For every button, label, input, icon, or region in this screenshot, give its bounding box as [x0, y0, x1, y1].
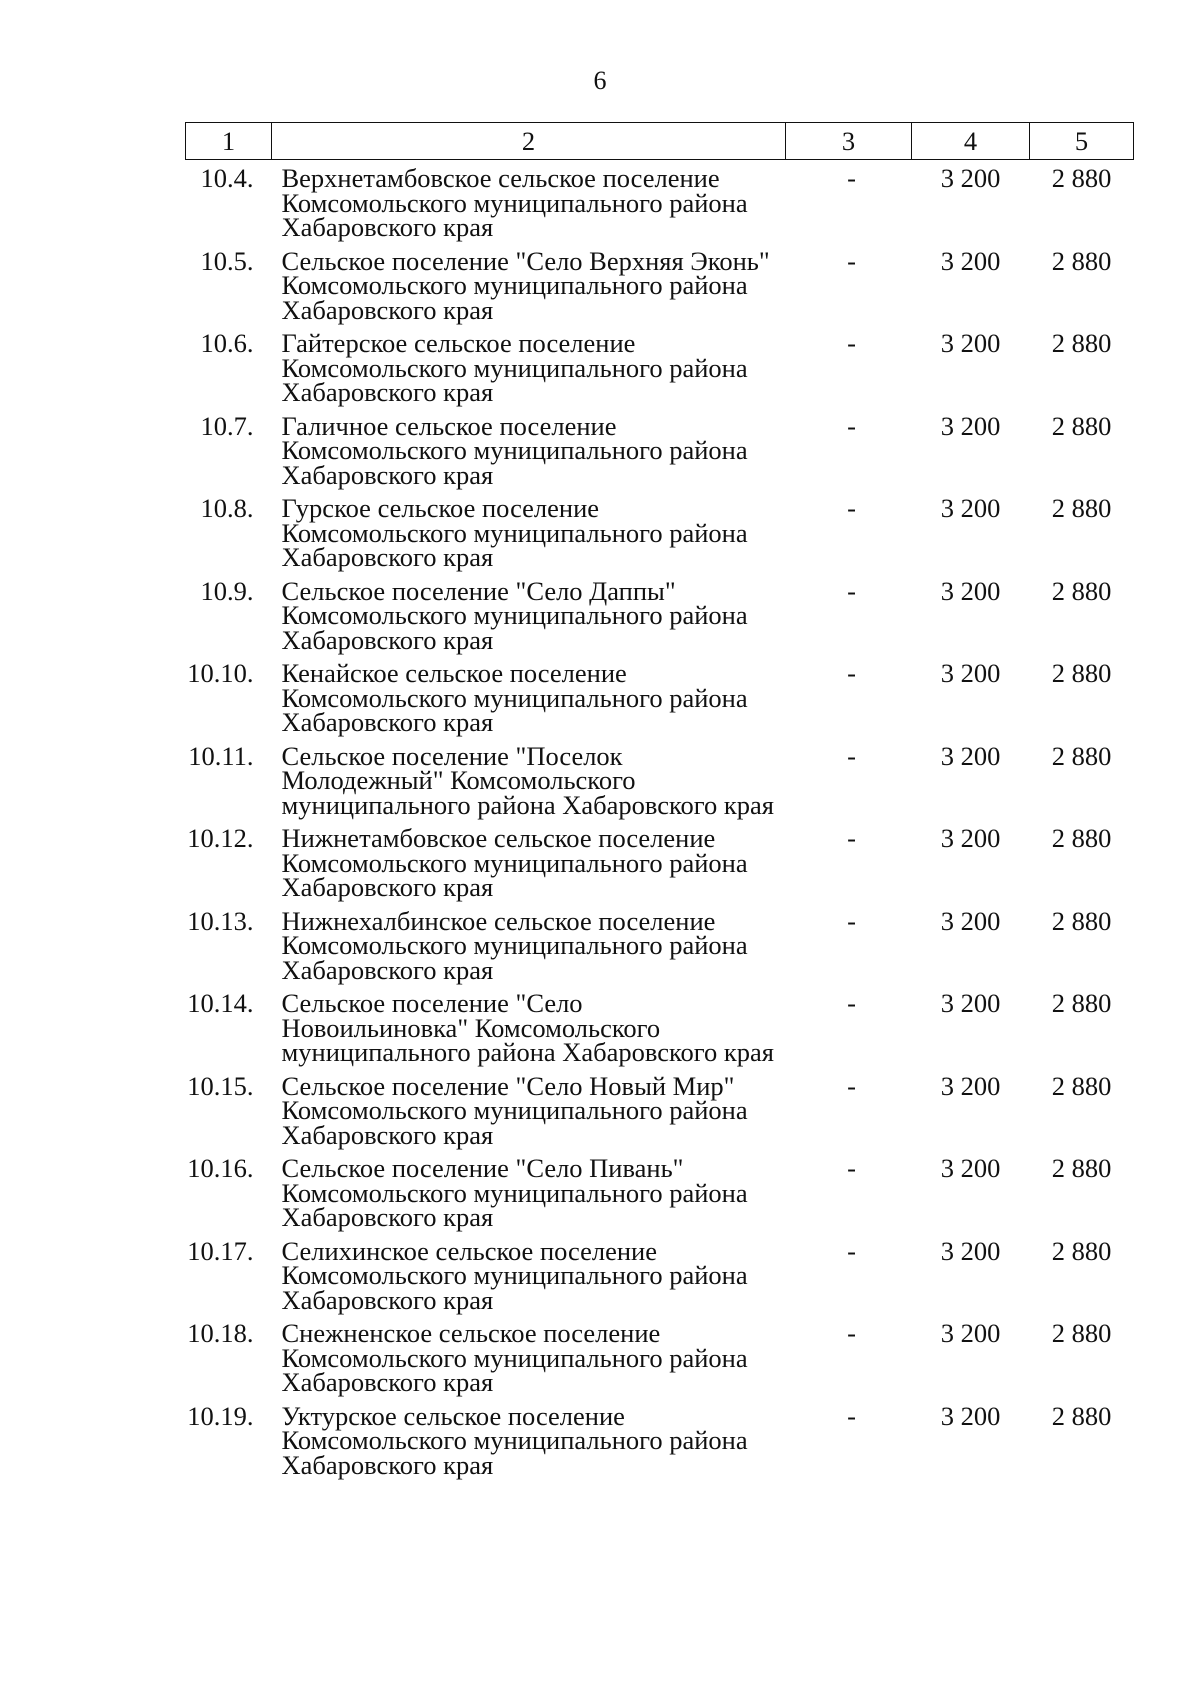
col4-value: 3 200 — [940, 575, 1001, 606]
table-row — [186, 1404, 1134, 1487]
settlement-name: Нижнетамбовское сельское поселение Комсомольского муниципального района Хабаровского края — [281, 823, 748, 902]
col3-value: - — [847, 493, 856, 523]
col3-value: - — [847, 823, 856, 853]
col5-value: 2 880 — [1051, 328, 1112, 358]
col5-value: 2 880 — [1051, 1070, 1112, 1101]
col5-value: 2 880 — [1051, 1400, 1112, 1431]
col3-value: - — [847, 905, 856, 936]
col4-value: 3 200 — [940, 1318, 1001, 1348]
table-row — [186, 496, 1134, 579]
col4-value: 3 200 — [940, 1153, 1001, 1183]
table-row — [186, 909, 1134, 992]
col4-value: 3 200 — [940, 905, 1001, 936]
header-row — [186, 123, 1134, 160]
row-number: 10.18. — [187, 1318, 254, 1348]
col5-value: 2 880 — [1051, 1318, 1112, 1348]
col3-value: - — [847, 163, 856, 193]
col3-value: - — [847, 1318, 856, 1348]
row-number: 10.11. — [188, 740, 254, 771]
col4-value: 3 200 — [940, 740, 1001, 771]
row-number: 10.15. — [187, 1070, 254, 1101]
col5-value: 2 880 — [1051, 740, 1112, 771]
col5-value: 2 880 — [1051, 245, 1112, 276]
col4-value: 3 200 — [940, 823, 1001, 853]
settlement-name: Галичное сельское поселение Комсомольского муниципального района Хабаровского края — [281, 410, 748, 490]
header-col-3: 3 — [786, 123, 912, 160]
header-col-4: 4 — [912, 123, 1030, 160]
col4-value: 3 200 — [940, 328, 1001, 358]
col3-value: - — [847, 988, 856, 1018]
table-row — [186, 249, 1134, 332]
table-row — [186, 414, 1134, 497]
col3-value: - — [847, 575, 856, 606]
table-row — [186, 160, 1134, 249]
table-row — [186, 579, 1134, 662]
col3-value: - — [847, 1400, 856, 1431]
settlement-name: Селихинское сельское поселение Комсомольского муниципального района Хабаровского края — [281, 1235, 748, 1315]
settlement-name: Сельское поселение "Село Новоильиновка" Комсомольского муниципального района Хабаровского края — [281, 988, 774, 1067]
header-col-1: 1 — [186, 123, 272, 160]
table-row — [186, 991, 1134, 1074]
table-row — [186, 1074, 1134, 1157]
col5-value: 2 880 — [1051, 658, 1112, 688]
col5-value: 2 880 — [1051, 575, 1112, 606]
table-row — [186, 826, 1134, 909]
table-row — [186, 1156, 1134, 1239]
col4-value: 3 200 — [940, 988, 1001, 1018]
row-number: 10.5. — [200, 245, 254, 276]
col5-value: 2 880 — [1051, 493, 1112, 523]
col3-value: - — [847, 410, 856, 441]
row-number: 10.10. — [187, 658, 254, 688]
col5-value: 2 880 — [1051, 905, 1112, 936]
row-number: 10.9. — [200, 575, 254, 606]
col4-value: 3 200 — [940, 1070, 1001, 1101]
table-row — [186, 1239, 1134, 1322]
col3-value: - — [847, 740, 856, 771]
col3-value: - — [847, 245, 856, 276]
table-row — [186, 661, 1134, 744]
col5-value: 2 880 — [1051, 823, 1112, 853]
settlement-name: Уктурское сельское поселение Комсомольского муниципального района Хабаровского края — [281, 1400, 748, 1480]
settlement-name: Сельское поселение "Поселок Молодежный" Комсомольского муниципального района Хабаровского края — [281, 740, 774, 820]
col4-value: 3 200 — [940, 245, 1001, 276]
settlement-name: Снежненское сельское поселение Комсомольского муниципального района Хабаровского края — [281, 1318, 748, 1397]
col3-value: - — [847, 328, 856, 358]
col5-value: 2 880 — [1051, 988, 1112, 1018]
settlement-name: Сельское поселение "Село Пивань" Комсомольского муниципального района Хабаровского края — [281, 1153, 748, 1232]
col3-value: - — [847, 658, 856, 688]
row-number: 10.6. — [200, 328, 254, 358]
settlement-name: Нижнехалбинское сельское поселение Комсомольского муниципального района Хабаровского края — [281, 905, 748, 985]
row-number: 10.7. — [200, 410, 254, 441]
table-row — [186, 744, 1134, 827]
col4-value: 3 200 — [940, 493, 1001, 523]
row-number: 10.4. — [200, 163, 254, 193]
settlement-name: Кенайское сельское поселение Комсомольского муниципального района Хабаровского края — [281, 658, 748, 737]
col4-value: 3 200 — [940, 658, 1001, 688]
header-col-5: 5 — [1030, 123, 1134, 160]
settlement-name: Гурское сельское поселение Комсомольского муниципального района Хабаровского края — [281, 493, 748, 572]
table-row — [186, 331, 1134, 414]
col5-value: 2 880 — [1051, 1235, 1112, 1266]
settlement-name: Сельское поселение "Село Верхняя Эконь" Комсомольского муниципального района Хабаровского края — [281, 245, 770, 325]
header-col-2: 2 — [272, 123, 786, 160]
settlements-table — [185, 122, 1134, 1486]
col5-value: 2 880 — [1051, 163, 1112, 193]
col3-value: - — [847, 1153, 856, 1183]
settlement-name: Сельское поселение "Село Новый Мир" Комсомольского муниципального района Хабаровского края — [281, 1070, 748, 1150]
row-number: 10.13. — [187, 905, 254, 936]
row-number: 10.8. — [200, 493, 254, 523]
row-number: 10.17. — [187, 1235, 254, 1266]
col4-value: 3 200 — [940, 1400, 1001, 1431]
col4-value: 3 200 — [940, 410, 1001, 441]
col3-value: - — [847, 1235, 856, 1266]
row-number: 10.16. — [187, 1153, 254, 1183]
table-body — [186, 160, 1134, 1487]
col3-value: - — [847, 1070, 856, 1101]
page-number: 6 — [593, 66, 607, 95]
row-number: 10.14. — [187, 988, 254, 1018]
col5-value: 2 880 — [1051, 1153, 1112, 1183]
table-header — [186, 123, 1134, 160]
row-number: 10.12. — [187, 823, 254, 853]
settlement-name: Сельское поселение "Село Даппы" Комсомольского муниципального района Хабаровского края — [281, 575, 748, 655]
settlement-name: Верхнетамбовское сельское поселение Комсомольского муниципального района Хабаровского края — [281, 163, 748, 242]
row-number: 10.19. — [187, 1400, 254, 1431]
table-row — [186, 1321, 1134, 1404]
settlement-name: Гайтерское сельское поселение Комсомольского муниципального района Хабаровского края — [281, 328, 748, 407]
col4-value: 3 200 — [940, 163, 1001, 193]
col4-value: 3 200 — [940, 1235, 1001, 1266]
col5-value: 2 880 — [1051, 410, 1112, 441]
